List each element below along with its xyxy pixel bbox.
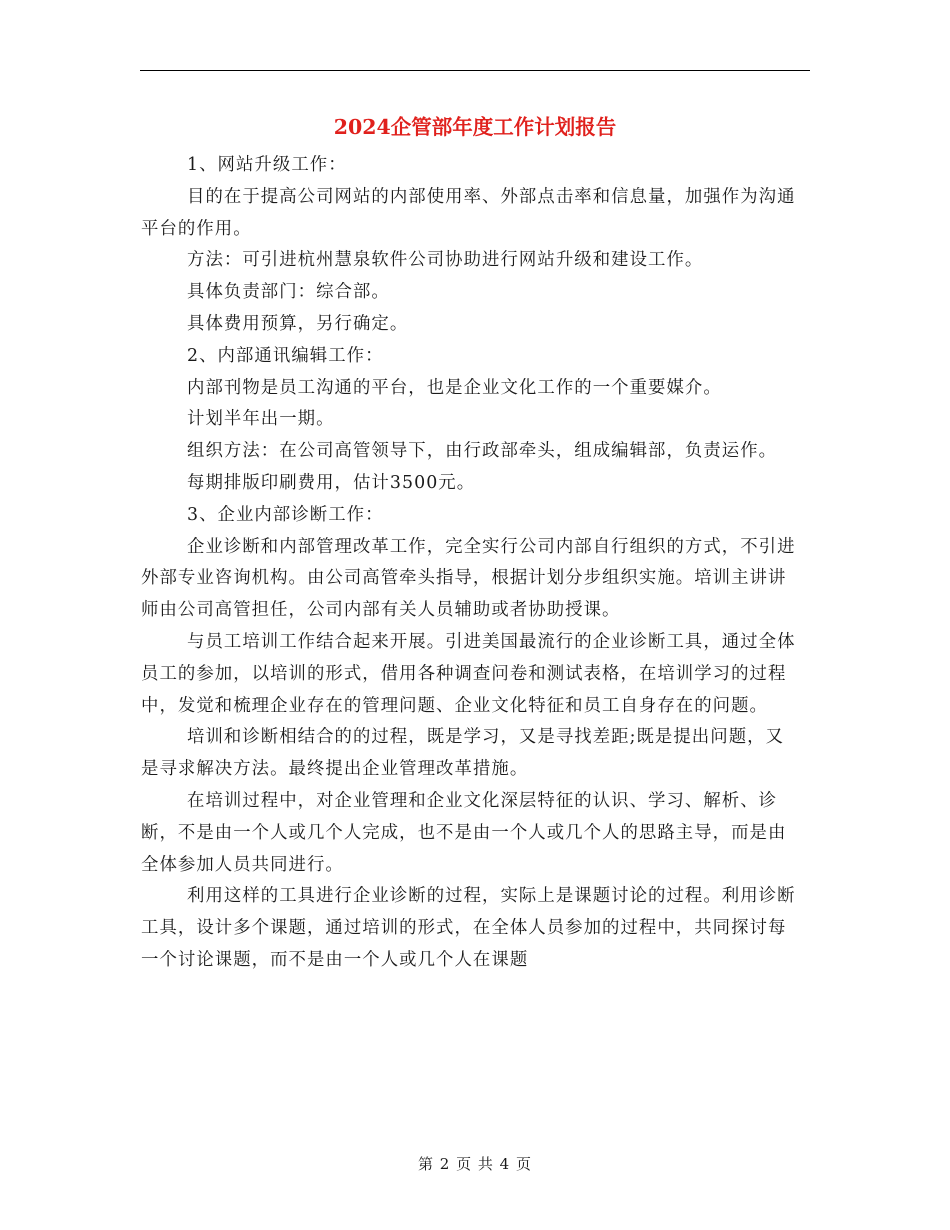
paragraph: 组织方法：在公司高管领导下，由行政部牵头，组成编辑部，负责运作。 — [187, 441, 778, 462]
paragraph: 计划半年出一期。 — [187, 409, 335, 430]
paragraph: 3、企业内部诊断工作： — [187, 504, 384, 525]
page-number: 第 2 页 共 4 页 — [418, 1155, 532, 1173]
paragraph: 利用这样的工具进行企业诊断的过程，实际上是课题讨论的过程。利用诊断工具，设计多个课题，通过培训的形式，在全体人员参加的过程中，共同探讨每一个讨论课题，而不是由一个人或几个人在课题 — [141, 886, 796, 970]
paragraph: 1、网站升级工作： — [187, 155, 347, 175]
document-body — [141, 150, 801, 977]
paragraph: 2、内部通讯编辑工作： — [187, 345, 384, 366]
paragraph: 内部刊物是员工沟通的平台，也是企业文化工作的一个重要媒介。 — [187, 377, 722, 398]
paragraph: 方法：可引进杭州慧泉软件公司协助进行网站升级和建设工作。 — [187, 250, 704, 271]
document-title: 2024企管部年度工作计划报告 — [333, 115, 617, 139]
paragraph: 培训和诊断相结合的的过程，既是学习，又是寻找差距;既是提出问题，又是寻求解决方法。最终提出企业管理改革措施。 — [141, 727, 785, 780]
paragraph: 在培训过程中，对企业管理和企业文化深层特征的认识、学习、解析、诊断，不是由一个人或几个人完成，也不是由一个人或几个人的思路主导，而是由全体参加人员共同进行。 — [141, 790, 787, 875]
paragraph: 具体费用预算，另行确定。 — [187, 313, 409, 334]
paragraph: 与员工培训工作结合起来开展。引进美国最流行的企业诊断工具，通过全体员工的参加，以培训的形式，借用各种调查问卷和测试表格，在培训学习的过程中，发觉和梳理企业存在的管理问题、企业文化特征和员工自身存在的问题。 — [141, 631, 796, 716]
paragraph: 目的在于提高公司网站的内部使用率、外部点击率和信息量，加强作为沟通平台的作用。 — [141, 186, 796, 239]
header-rule — [140, 70, 810, 71]
paragraph: 每期排版印刷费用，估计3500元。 — [187, 472, 476, 493]
paragraph: 具体负责部门：综合部。 — [187, 282, 390, 303]
paragraph: 企业诊断和内部管理改革工作，完全实行公司内部自行组织的方式，不引进外部专业咨询机构。由公司高管牵头指导，根据计划分步组织实施。培训主讲讲师由公司高管担任，公司内部有关人员辅助或者协助授课。 — [141, 536, 796, 621]
